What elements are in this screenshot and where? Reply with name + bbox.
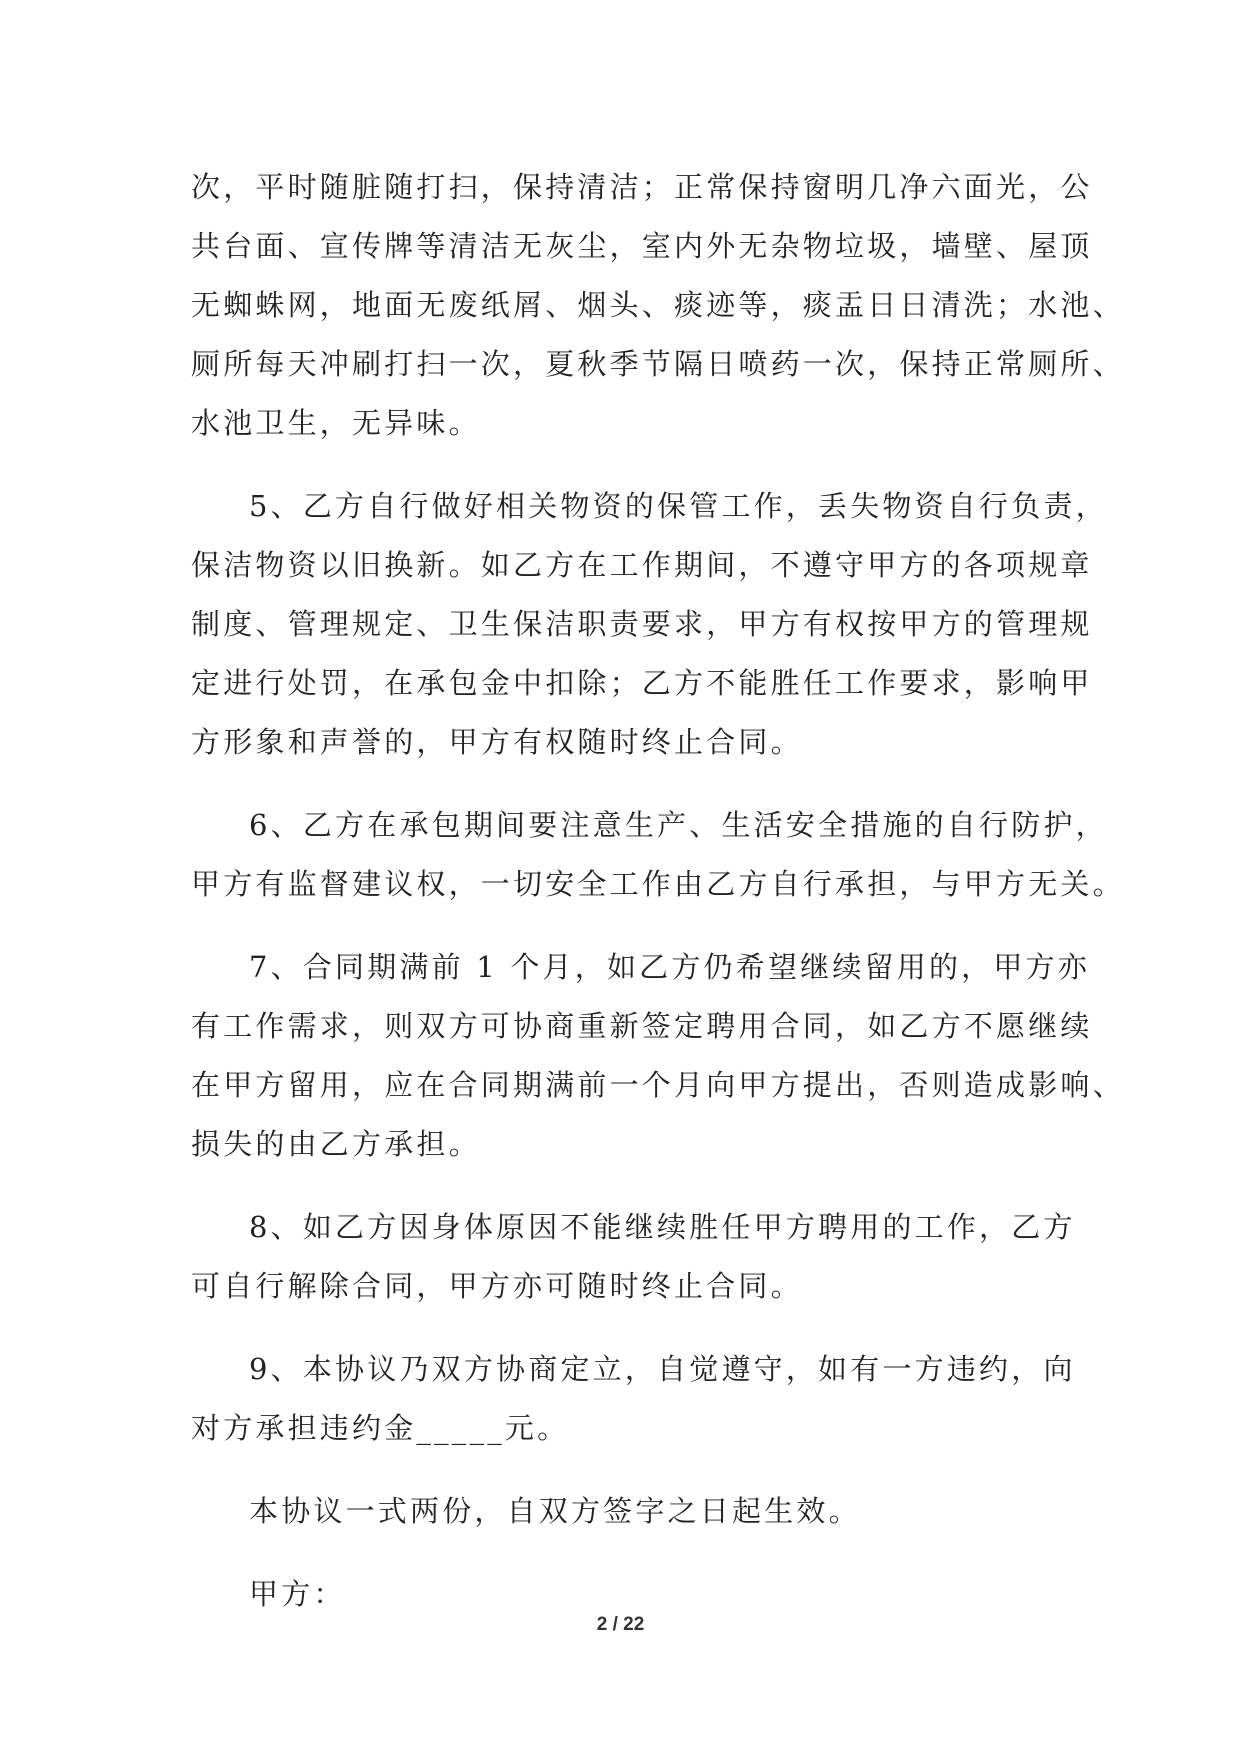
- text-line: 厕所每天冲刷打扫一次，夏秋季节隔日喷药一次，保持正常厕所、: [191, 347, 1125, 381]
- paragraph-cleaning-duties: [191, 158, 1125, 453]
- text-line: 水池卫生，无异味。: [191, 406, 481, 440]
- text-line: 对方承担违约金_____元。: [191, 1411, 570, 1445]
- effective-clause: [191, 1482, 1071, 1541]
- text-line: 制度、管理规定、卫生保洁职责要求，甲方有权按甲方的管理规: [191, 607, 1093, 641]
- text-line: 保洁物资以旧换新。如乙方在工作期间，不遵守甲方的各项规章: [191, 548, 1093, 582]
- clause-8: [191, 1198, 1076, 1316]
- text-line: 无蜘蛛网，地面无废纸屑、烟头、痰迹等，痰盂日日清洗；水池、: [191, 288, 1125, 322]
- text-line: 损失的由乙方承担。: [191, 1127, 481, 1161]
- clause-6: [191, 796, 1125, 914]
- text-line: 方形象和声誉的，甲方有权随时终止合同。: [191, 725, 803, 759]
- text-line: 定进行处罚，在承包金中扣除；乙方不能胜任工作要求，影响甲: [191, 666, 1093, 700]
- text-line: 在甲方留用，应在合同期满前一个月向甲方提出，否则造成影响、: [191, 1068, 1125, 1102]
- text-line: 本协议一式两份，自双方签字之日起生效。: [249, 1494, 861, 1528]
- text-line: 9、本协议乃双方协商定立，自觉遵守，如有一方违约，向: [249, 1352, 1076, 1386]
- document-body: [191, 158, 1125, 1624]
- text-line: 次，平时随脏随打扫，保持清洁；正常保持窗明几净六面光，公: [191, 170, 1093, 204]
- text-line: 8、如乙方因身体原因不能继续胜任甲方聘用的工作，乙方: [249, 1210, 1076, 1244]
- text-line: 甲方有监督建议权，一切安全工作由乙方自行承担，与甲方无关。: [191, 867, 1125, 901]
- page-number: 2 / 22: [596, 1614, 645, 1635]
- text-line: 7、合同期满前 1 个月，如乙方仍希望继续留用的，甲方亦: [249, 950, 1090, 984]
- text-line: 6、乙方在承包期间要注意生产、生活安全措施的自行防护，: [249, 808, 1108, 842]
- clause-7: [191, 938, 1125, 1174]
- text-line: 5、乙方自行做好相关物资的保管工作，丢失物资自行负责，: [249, 489, 1108, 523]
- text-line: 有工作需求，则双方可协商重新签定聘用合同，如乙方不愿继续: [191, 1009, 1093, 1043]
- text-line: 共台面、宣传牌等清洁无灰尘，室内外无杂物垃圾，墙壁、屋顶: [191, 229, 1093, 263]
- clause-5: [191, 477, 1108, 772]
- text-line: 可自行解除合同，甲方亦可随时终止合同。: [191, 1269, 803, 1303]
- clause-9: [191, 1340, 1076, 1458]
- text-line: 甲方：: [249, 1577, 346, 1611]
